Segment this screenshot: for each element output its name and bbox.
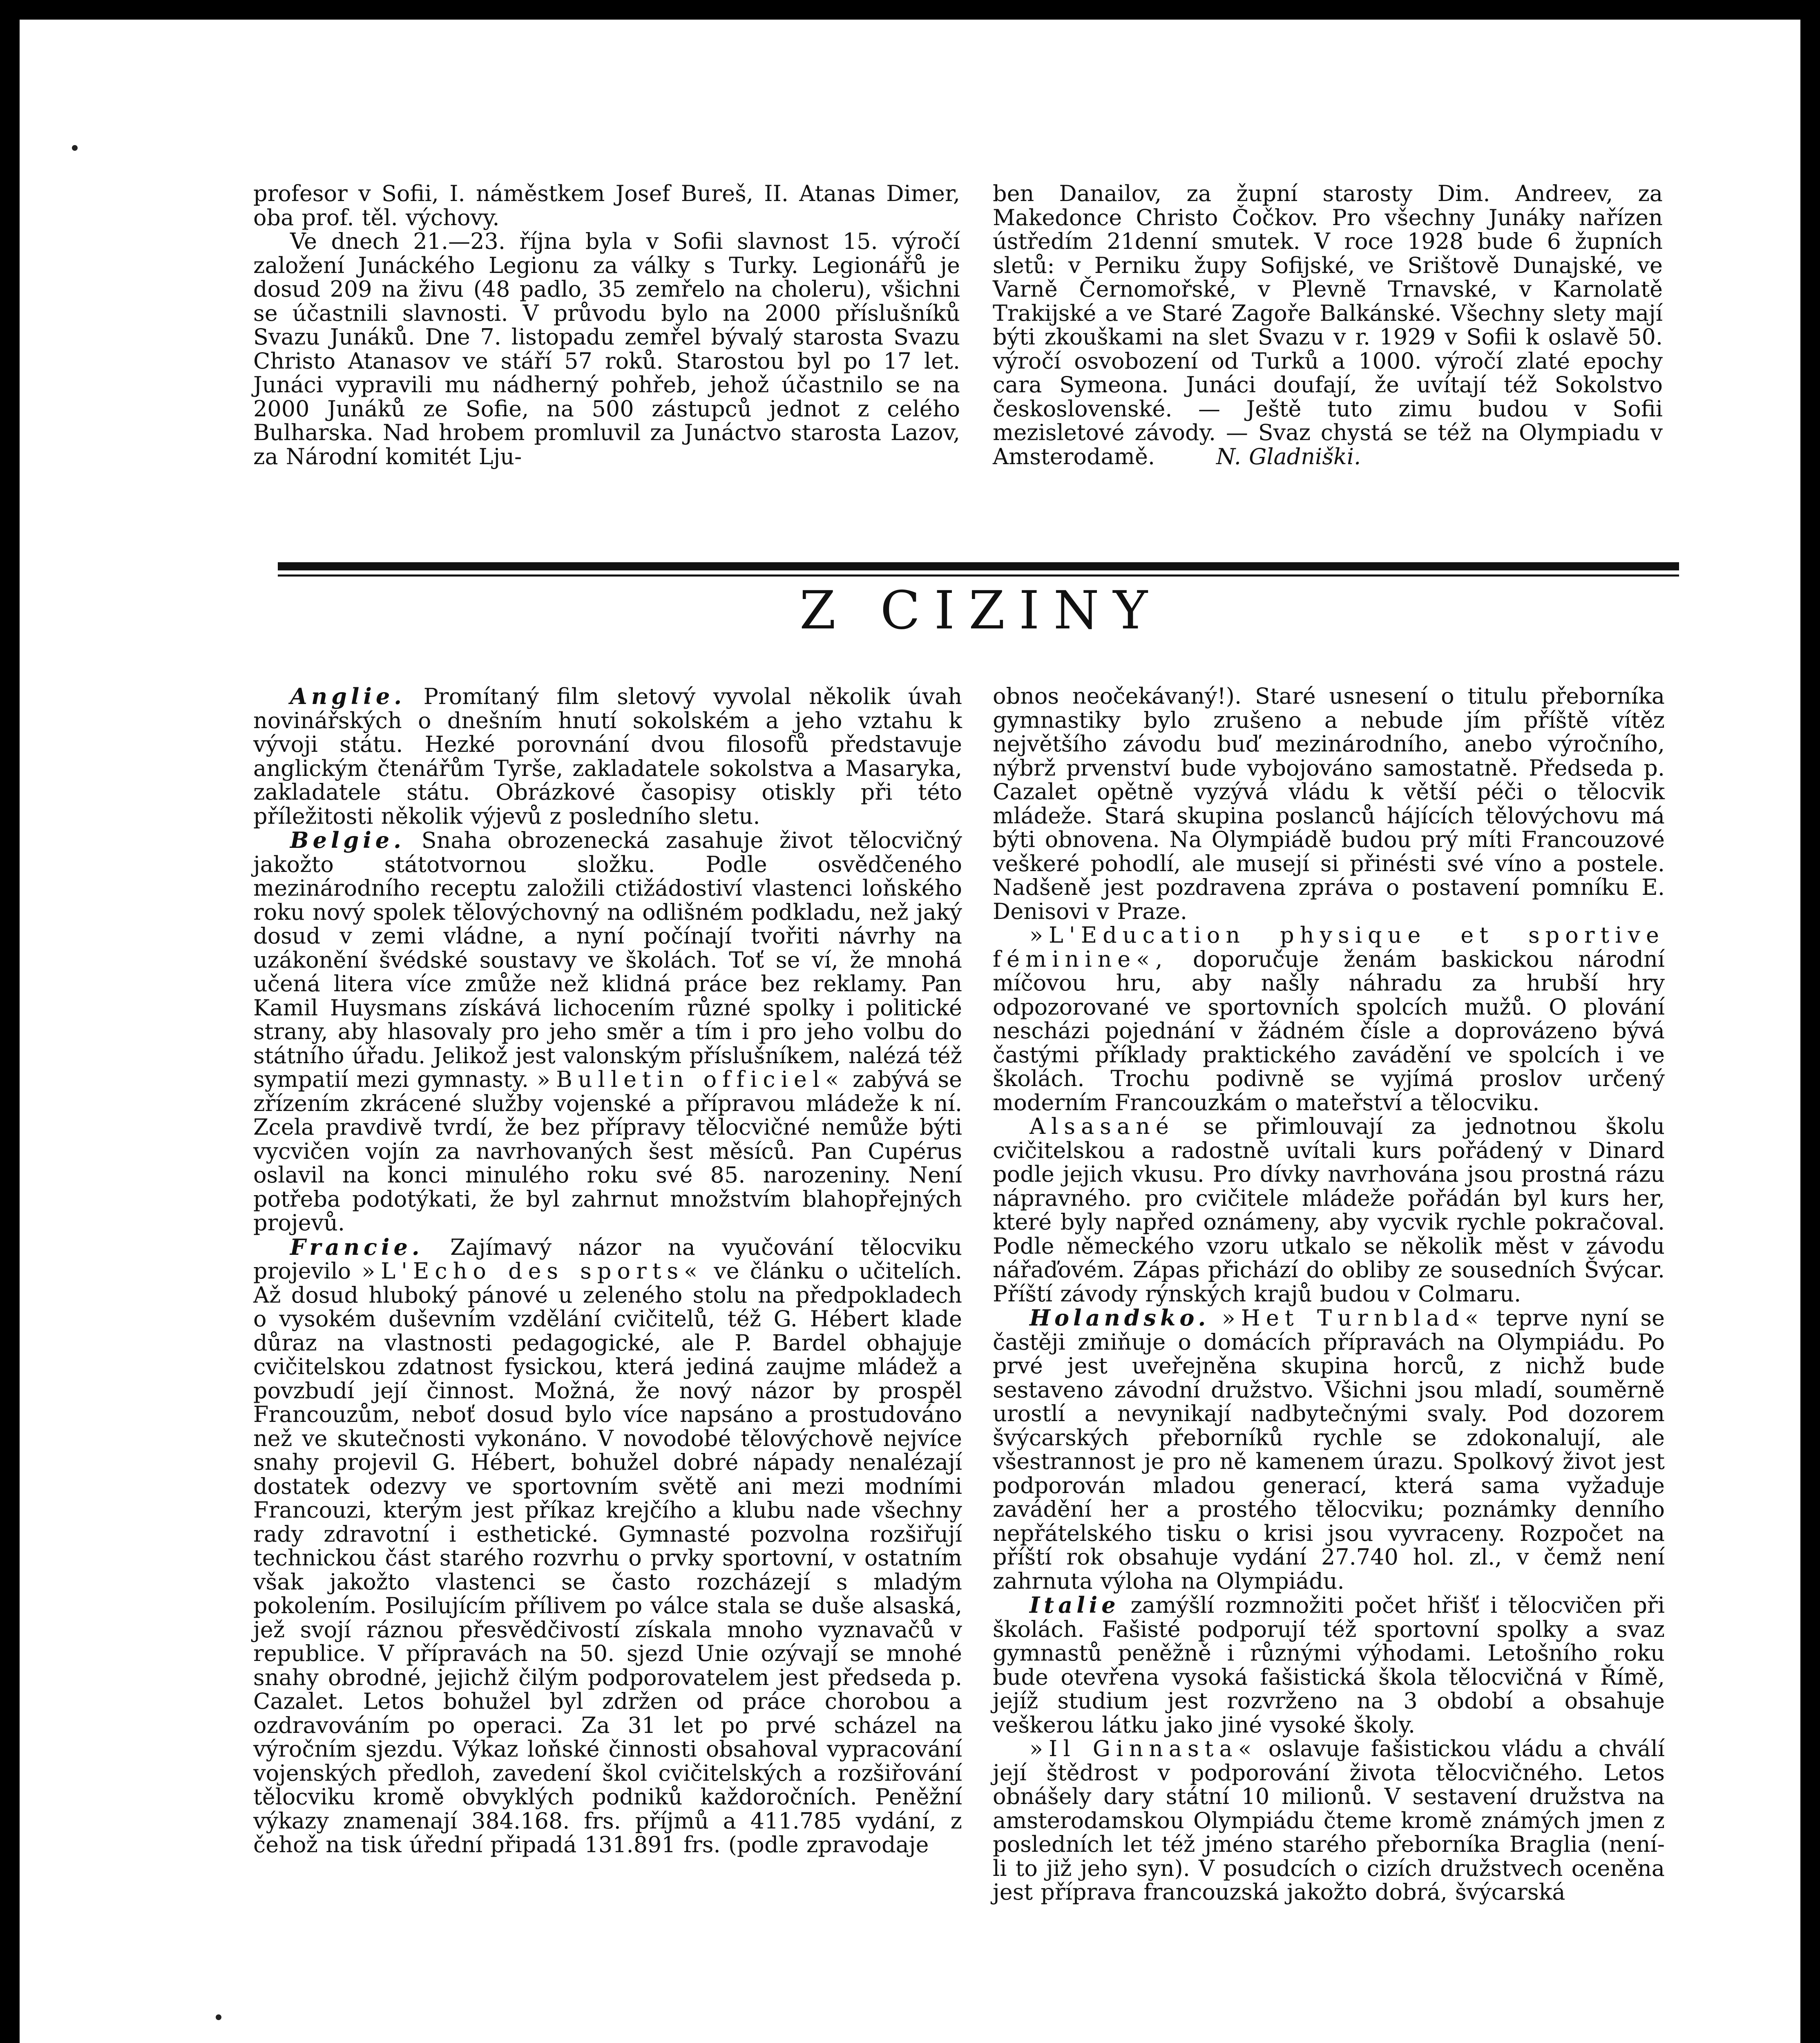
paragraph: profesor v Sofii, I. náměstkem Josef Bureš, II. Atanas Dimer, oba prof. těl. výchovy. [253, 181, 960, 230]
paragraph-text: Snaha obrozenecká zasahuje život tělocvičný jakožto státotvornou složku. Podle osvědčeného mezinárodního receptu založili ctižádostiví vlastenci loňského roku nový spolek tělovýchovný na odlišném podkladu, než jaký dosud v zemi vládne, a nyní počínají tvořiti návrhy na uzákonění švédské soustavy ve školách. Toť se ví, že mnohá učená litera více zmůže než klidná práce bez reklamy. Pan Kamil Huysmans získává lichocením různé spolky i politické strany, aby hlasovaly pro jeho směr a tím i pro jeho volbu do státního úřadu. Jelikož jest valonským příslušníkem, nalézá též sympatií mezi gymnasty. [253, 827, 962, 1092]
bottom-right-column [993, 684, 1665, 1904]
margin-mark-dot [216, 2014, 221, 2020]
lead-label: Alsasané [1029, 1113, 1175, 1139]
country-label: Belgie. [290, 827, 405, 853]
paragraph-text: oslavuje fašistickou vládu a chválí její štědrost v podporování života tělocvičného. Letos obnášely dary státní 10 milionů. V sestavení družstva na amsterodamskou Olympiádu čteme kromě známých jmen z posledních let též jméno starého přeborníka Braglia (není-li to již jeho syn). V posudcích o cizích družstvech oceněna jest příprava francouzská jakožto dobrá, švýcarská [993, 1736, 1665, 1905]
section-rule-thick [278, 562, 1679, 570]
margin-mark-dot [72, 145, 78, 151]
paragraph-holandsko [993, 1306, 1665, 1593]
country-label: Francie. [290, 1234, 424, 1260]
country-label: Holandsko. [1029, 1305, 1210, 1331]
journal-title: »Bulletin officiel« [537, 1066, 845, 1092]
journal-title: »L'Education physique et sportive féminine«, [993, 922, 1665, 972]
paragraph-ginnasta [993, 1737, 1665, 1904]
paragraph: Ve dnech 21.—23. října byla v Sofii slavnost 15. výročí založení Junáckého Legionu za války s Turky. Legionářů je dosud 209 na živu (48 padlo, 35 zemřelo na choleru), všichni se účastnili slavnosti. V průvodu bylo na 2000 příslušníků Svazu Junáků. Dne 7. listopadu zemřel bývalý starosta Svazu Christo Atanasov ve stáří 57 roků. Starostou byl po 17 let. Junáci vypravili mu nádherný pohřeb, jehož účastnilo se na 2000 Junáků ze Sofie, na 500 zástupců jednot z celého Bulharska. Nad hrobem promluvil za Junáctvo starosta Lazov, za Národní komitét Lju- [253, 228, 960, 469]
paragraph-anglie [253, 684, 962, 828]
country-label: Italie [1029, 1592, 1120, 1618]
journal-title: »Het Turnblad« [1222, 1305, 1485, 1331]
bottom-left-column [253, 684, 962, 1857]
top-right-column [993, 182, 1663, 469]
paragraph-francie [253, 1235, 962, 1857]
author-signature: N. Gladniški. [1216, 443, 1361, 469]
top-left-column [253, 182, 960, 469]
paragraph-text: ve článku o učitelích. Až dosud hluboký pánové u zeleného stolu na předpokladech o vysokém duševním vzdělání cvičitelů, též G. Hébert klade důraz na vlastnosti pedagogické, ale P. Bardel obhajuje cvičitelskou zdatnost fysickou, která jediná zaujme mládež a povzbudí její činnost. Možná, že nový názor by prospěl Francouzům, neboť dosud bylo více napsáno a prostudováno než ve skutečnosti vykonáno. V novodobé tělovýchově nejvíce snahy projevil G. Hébert, bohužel dobré nápady nenalézají dostatek odezvy ve sportovním světě ani mezi modními Francouzi, kterým jest příkaz krejčího a klubu nade všechny rady zdravotní i esthetické. Gymnasté pozvolna rozšiřují technickou část starého rozvrhu o prvky sportovní, v ostatním však jakožto vlastenci se často rozcházejí s mladým pokolením. Posilujícím přílivem po válce stala se duše alsaská, jež svojí ráznou přesvědčivostí získala mnoho vyznavačů v republice. V přípravách na 50. sjezd Unie ozývají se mnohé snahy obrodné, jejichž čilým podporovatelem jest předseda p. Cazalet. Letos bohužel byl zdržen od práce chorobou a ozdravováním po operaci. Za 31 let po prvé scházel na výročním sjezdu. Výkaz loňské činnosti obsahoval vypracování vojenských předloh, zavedení škol cvičitelských a rozšiřování tělocviku kromě obvyklých podniků každoročních. Peněžní výkazy znamenají 384.168. frs. příjmů a 411.785 vydání, z čehož na tisk úřední připadá 131.891 frs. (podle zpravodaje [253, 1258, 962, 1857]
section-title: Z CIZINY [799, 580, 1162, 641]
paragraph-education [993, 923, 1665, 1115]
paragraph-text: zamýšlí rozmnožiti počet hřišť i tělocvičen při školách. Fašisté podporují též sportovní spolky a svaz gymnastů peněžně i různými výhodami. Letošního roku bude otevřena vysoká fašistická škola tělocvičná v Římě, jejíž studium jest rozvrženo na 3 období a obsahuje veškerou látku jako jiné vysoké školy. [993, 1592, 1665, 1738]
paragraph-text: se přimlouvají za jednotnou školu cvičitelskou a radostně uvítali kurs pořádený v Dinard podle jejich vkusu. Pro dívky navrhována jsou prostná rázu nápravného. pro cvičitele mládeže pořádán byl kurs her, které byly napřed oznámeny, aby vycvik rychle pokračoval. Podle německého vzoru utkalo se několik měst v závodu nářaďovém. Zápas přichází do obliby ze sousedních Švýcar. Příští závody rýnských krajů budou v Colmaru. [993, 1113, 1665, 1307]
paragraph-text: Zajímavý názor na vyučování tělocviku projevilo [253, 1234, 962, 1284]
paragraph-belgie [253, 828, 962, 1235]
journal-title: »L'Echo des sports« [362, 1258, 703, 1284]
paragraph-alsasane [993, 1115, 1665, 1306]
country-label: Anglie. [290, 683, 406, 709]
journal-title: »Il Ginnasta« [1029, 1736, 1257, 1761]
paragraph-text: Promítaný film sletový vyvolal několik úvah novinářských o dnešním hnutí sokolském a jeho vztahu k vývoji státu. Hezké porovnání dvou filosofů představuje anglickým čtenářům Tyrše, zakladatele sokolstva a Masaryka, zakladatele státu. Obrázkové časopisy otiskly při této příležitosti několik výjevů z posledního sletu. [253, 684, 962, 829]
paragraph-text: doporučuje ženám baskickou národní míčovou hru, aby našly náhradu za hrubší hry odpozorované ve sportovních spolcích mužů. O plování nescházi pojednání v žádném čísle a doprovázeno bývá častými příklady praktického zavádění ve spolcích i ve školách. Trochu podivně se vyjímá proslov určený moderním Francouzkám o mateřství a tělocviku. [993, 946, 1665, 1115]
paragraph-text: zabývá se zřízením zkrácené služby vojenské a přípravou mládeže k ní. Zcela pravdivě tvrdí, že bez přípravy tělocvičné nemůže býti vycvičen vojín za navrhovaných šest měsíců. Pan Cupérus oslavil na konci minulého roku své 85. narozeniny. Není potřeba podotýkati, že byl zahrnut množstvím blahopřejných projevů. [253, 1066, 962, 1236]
paragraph-text: ben Danailov, za župní starosty Dim. Andreev, za Makedonce Christo Čočkov. Pro všechny Junáky nařízen ústředím 21denní smutek. V roce 1928 bude 6 župních sletů: v Perniku župy Sofijské, ve Srištově Dunajské, ve Varně Černomořské, v Plevně Trnavské, v Karnolatě Trakijské a ve Staré Zagoře Balkánské. Všechny slety mají býti zkouškami na slet Svazu v r. 1929 v Sofii k oslavě 50. výročí osvobození od Turků a 1000. výročí zlaté epochy cara Symeona. Junáci doufají, že uvítají též Sokolstvo československé. — Ještě tuto zimu budou v Sofii mezisletové závody. — Svaz chystá se též na Olympiadu v Amsterodamě. [993, 181, 1663, 469]
paragraph-text: teprve nyní se častěji zmiňuje o domácích přípravách na Olympiádu. Po prvé jest uveřejněna skupina horců, z nichž bude sestaveno závodní družstvo. Všichni jsou mladí, souměrně urostlí a nevynikají nadbytečnými svaly. Pod dozorem švýcarských přeborníků rychle se zdokonalují, ale všestrannost je pro ně kamenem úrazu. Spolkový život jest podporován mladou generací, která sama vyžaduje zavádění her a prostého tělocviku; poznámky denního nepřátelského tisku o krisi jsou vyvraceny. Rozpočet na příští rok obsahuje vydání 27.740 hol. zl., v čemž není zahrnuta výloha na Olympiádu. [993, 1305, 1665, 1594]
paragraph [993, 182, 1663, 469]
paragraph-italie [993, 1593, 1665, 1737]
paragraph-francie-continued: obnos neočekávaný!). Staré usnesení o titulu přeborníka gymnastiky bylo zrušeno a nebude jím příště vítěz největšího závodu buď mezinárodního, anebo výročního, nýbrž prvenství bude vybojováno samostatně. Předseda p. Cazalet opětně vyzývá vládu k větší péči o tělocvik mládeže. Stará skupina poslanců hájících tělovýchovu má býti obnovena. Na Olympiádě budou prý míti Francouzové veškeré pohodlí, ale musejí si přinésti své víno a postele. Nadšeně jest pozdravena zpráva o postavení pomníku E. Denisovi v Praze. [993, 683, 1665, 924]
